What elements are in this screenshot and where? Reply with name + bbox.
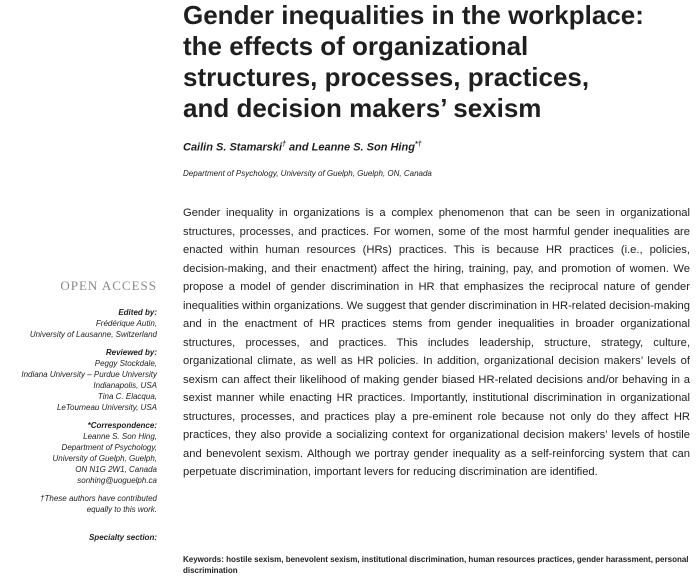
author-name[interactable]: Leanne S. Son Hing — [311, 141, 415, 154]
author-footnote — [0, 493, 157, 515]
author-connector: and — [285, 141, 312, 154]
keywords-label: Keywords: — [183, 555, 224, 564]
open-access-label[interactable]: OPEN ACCESS — [60, 278, 157, 293]
keywords-text: hostile sexism, benevolent sexism, institutional discrimination, human resources practices, gender harassment, personal discrimination — [183, 555, 689, 575]
edited-by-label: Edited by: — [118, 308, 157, 317]
reviewed-by-section — [0, 347, 157, 413]
footnote-line: †These authors have contributed — [40, 494, 157, 503]
footnote-line: equally to this work. — [86, 505, 157, 514]
title-line: Gender inequalities in the workplace: — [183, 0, 644, 30]
correspondence-line: ON N1G 2W1, Canada — [75, 465, 157, 474]
keywords — [183, 554, 693, 576]
author-name[interactable]: Cailin S. Stamarski — [183, 141, 283, 154]
title-line: and decision makers’ sexism — [183, 93, 542, 123]
edited-by-section — [0, 307, 157, 340]
correspondence-label: *Correspondence: — [87, 421, 157, 430]
reviewer-line: Peggy Stockdale, — [94, 359, 157, 368]
title-line: structures, processes, practices, — [183, 62, 590, 92]
title-line: the effects of organizational — [183, 31, 529, 61]
abstract-text: Gender inequality in organizations is a complex phenomenon that can be seen in organizational structures, processes, and practices. For women, some of the most harmful gender inequalities are enacted within human resources (HRs) practices. This is because HR practices (i.e., policies, decision-making, and their enactment) affect the hiring, training, pay, and promotion of women. We propose a model of gender discrimination in HR that emphasizes the reciprocal nature of gender inequalities within organizations. We suggest that gender discrimination in HR-related decision-making and in the enactment of HR practices stems from gender inequalities in broader organizational structures, processes, and practices. This includes leadership, structure, strategy, culture, organizational climate, as well as HR policies. In addition, organizational decision makers’ levels of sexism can affect their likelihood of making gender biased HR-related decisions and/or behaving in a sexist manner while enacting HR practices. Importantly, institutional discrimination in organizational structures, processes, and practices play a pre-eminent role because not only do they affect HR practices, they also provide a socializing context for organizational decision makers’ levels of hostile and benevolent sexism. Although we portray gender inequality as a self-reinforcing system that can perpetuate discrimination, important levers for reducing discrimination are identified. — [183, 207, 690, 478]
correspondence-line: University of Guelph, Guelph, — [52, 454, 157, 463]
correspondence-line: Department of Psychology, — [61, 443, 157, 452]
author-mark: † — [282, 141, 286, 148]
article-title — [183, 0, 693, 124]
correspondence-email[interactable]: sonhing@uoguelph.ca — [77, 476, 157, 485]
editor-line: Frédérique Autin, — [95, 319, 157, 328]
reviewer-line: Indianapolis, USA — [93, 381, 157, 390]
correspondence-line: Leanne S. Son Hing, — [83, 432, 157, 441]
editor-line: University of Lausanne, Switzerland — [29, 330, 157, 339]
article-sidebar — [0, 278, 157, 543]
reviewed-by-label: Reviewed by: — [105, 348, 157, 357]
reviewer-line: Tina C. Elacqua, — [97, 392, 157, 401]
specialty-section-label: Specialty section: — [88, 533, 157, 542]
reviewer-line: Indiana University – Purdue University — [21, 370, 157, 379]
correspondence-section — [0, 420, 157, 486]
author-mark: *† — [414, 141, 422, 148]
affiliation: Department of Psychology, University of Guelph, Guelph, ON, Canada — [183, 169, 432, 178]
author-list — [183, 141, 422, 154]
reviewer-line: LeTourneau University, USA — [56, 403, 157, 412]
